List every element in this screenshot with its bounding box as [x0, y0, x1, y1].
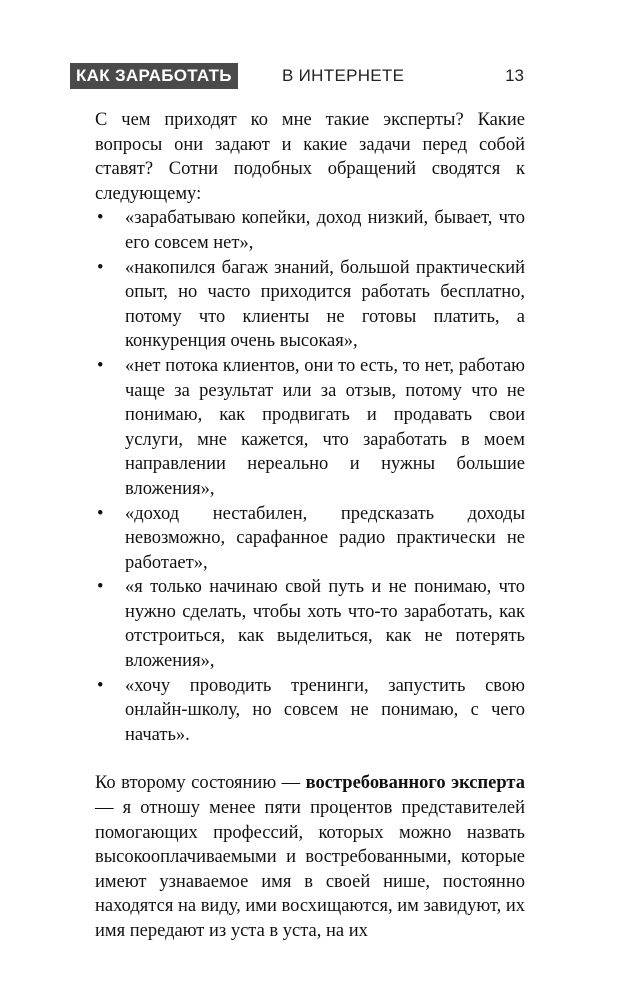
list-item — [95, 256, 525, 354]
list-item — [95, 502, 525, 576]
page-number: 13 — [505, 66, 524, 85]
bold-term: востребованного эксперта — [305, 773, 525, 794]
bullet-icon: • — [97, 675, 104, 696]
bullet-icon: • — [97, 208, 104, 229]
header-title-rest: В ИНТЕРНЕТЕ — [282, 66, 405, 85]
bullet-icon: • — [97, 577, 104, 598]
list-item-text: «зарабатываю копейки, доход низкий, бывает, что его совсем нет», — [125, 208, 525, 253]
list-item — [95, 206, 525, 255]
list-item-text: «накопился багаж знаний, большой практический опыт, но часто приходится работать бесплатно, потому что клиенты не готовы платить, а конкуренция очень высокая», — [125, 257, 525, 352]
list-item — [95, 354, 525, 502]
second-paragraph — [95, 771, 525, 943]
intro-paragraph: С чем приходят ко мне такие эксперты? Какие вопросы они задают и какие задачи перед собой ставят? Сотни подобных обращений сводятся к следующему: — [95, 110, 525, 204]
list-item-text: «я только начинаю свой путь и не понимаю, что нужно сделать, чтобы хоть что-то заработать, как отстроиться, как выделиться, как не потерять вложения», — [125, 577, 525, 672]
running-header — [70, 63, 530, 89]
bullet-icon: • — [97, 503, 104, 524]
list-item — [95, 575, 525, 673]
paragraph-text-start: Ко второму состоянию — — [95, 773, 306, 794]
paragraph-text-rest: — я отношу менее пяти процентов представителей помогающих профессий, которых можно назвать высокооплачиваемыми и востребованными, которые имеют узнаваемое имя в своей нише, постоянно находятся на виду, ими восхищаются, им завидуют, их имя передают из уста в уста, на их — [95, 798, 525, 941]
bullet-icon: • — [97, 257, 104, 278]
page-body — [95, 108, 525, 944]
bullet-list — [95, 206, 525, 747]
list-item-text: «нет потока клиентов, они то есть, то нет, работаю чаще за результат или за отзыв, потому что не понимаю, как продвигать и продавать свои услуги, мне кажется, что заработать в моем направлении нереально и нужны большие вложения», — [125, 355, 525, 499]
list-item — [95, 674, 525, 748]
header-title-highlight: КАК ЗАРАБОТАТЬ — [70, 63, 238, 89]
list-item-text: «доход нестабилен, предсказать доходы невозможно, сарафанное радио практически не работает», — [125, 503, 525, 573]
bullet-icon: • — [97, 355, 104, 376]
list-item-text: «хочу проводить тренинги, запустить свою онлайн-школу, но совсем не понимаю, с чего начать». — [125, 675, 525, 745]
